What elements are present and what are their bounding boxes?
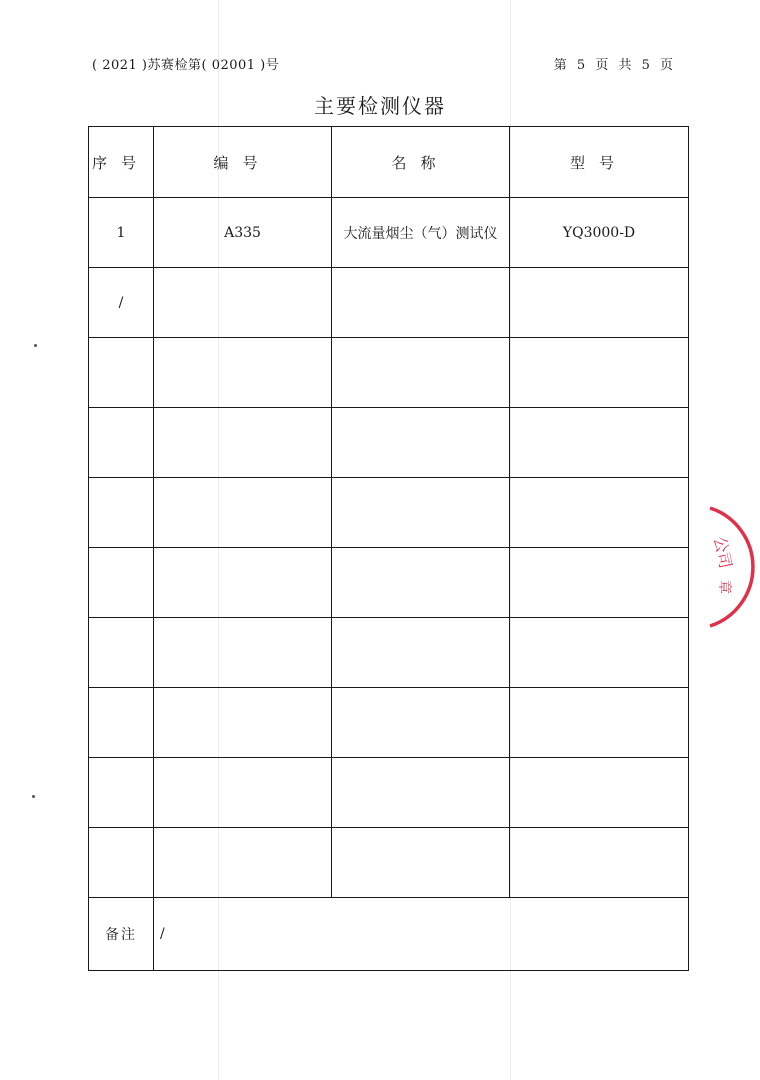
table-row bbox=[89, 338, 689, 408]
cell-name bbox=[332, 478, 510, 548]
scan-speck bbox=[32, 795, 35, 798]
cell-serial bbox=[89, 548, 154, 618]
cell-code bbox=[154, 548, 332, 618]
cell-name bbox=[332, 548, 510, 618]
remarks-row bbox=[89, 898, 689, 971]
cell-model bbox=[510, 408, 689, 478]
table-row bbox=[89, 688, 689, 758]
cell-serial bbox=[89, 338, 154, 408]
cell-model bbox=[510, 618, 689, 688]
cell-name bbox=[332, 828, 510, 898]
table-row bbox=[89, 758, 689, 828]
company-seal-stamp bbox=[700, 498, 760, 638]
cell-code: A335 bbox=[154, 198, 332, 268]
column-header-serial: 序号 bbox=[89, 127, 154, 198]
cell-name bbox=[332, 268, 510, 338]
column-header-name: 名称 bbox=[332, 127, 510, 198]
table-row bbox=[89, 268, 689, 338]
cell-code bbox=[154, 618, 332, 688]
cell-model bbox=[510, 268, 689, 338]
table-row bbox=[89, 478, 689, 548]
cell-name bbox=[332, 758, 510, 828]
cell-code bbox=[154, 478, 332, 548]
cell-serial bbox=[89, 828, 154, 898]
page-title: 主要检测仪器 bbox=[314, 94, 446, 118]
table-row bbox=[89, 408, 689, 478]
table-header-row bbox=[89, 127, 689, 198]
cell-model bbox=[510, 688, 689, 758]
scan-speck bbox=[34, 344, 37, 347]
cell-code bbox=[154, 408, 332, 478]
remarks-value: / bbox=[154, 898, 689, 971]
cell-model bbox=[510, 828, 689, 898]
column-header-code: 编号 bbox=[154, 127, 332, 198]
table-row bbox=[89, 198, 689, 268]
cell-serial bbox=[89, 758, 154, 828]
report-number: ( 2021 )苏赛检第( 02001 )号 bbox=[92, 58, 280, 73]
cell-name: 大流量烟尘（气）测试仪 bbox=[332, 198, 510, 268]
column-header-model: 型号 bbox=[510, 127, 689, 198]
cell-serial bbox=[89, 618, 154, 688]
cell-name bbox=[332, 618, 510, 688]
cell-serial bbox=[89, 478, 154, 548]
cell-code bbox=[154, 828, 332, 898]
table-row bbox=[89, 548, 689, 618]
cell-serial bbox=[89, 408, 154, 478]
cell-code bbox=[154, 758, 332, 828]
cell-code bbox=[154, 688, 332, 758]
seal-text: 章 bbox=[716, 580, 732, 594]
cell-name bbox=[332, 408, 510, 478]
cell-model bbox=[510, 548, 689, 618]
cell-code bbox=[154, 338, 332, 408]
cell-name bbox=[332, 688, 510, 758]
table-row bbox=[89, 618, 689, 688]
instrument-table bbox=[88, 126, 689, 971]
table-body bbox=[89, 198, 689, 898]
seal-text: 公司 bbox=[710, 534, 736, 571]
table-row bbox=[89, 828, 689, 898]
cell-model bbox=[510, 478, 689, 548]
page-info: 第 5 页 共 5 页 bbox=[553, 58, 674, 73]
remarks-label: 备注 bbox=[89, 898, 154, 971]
cell-name bbox=[332, 338, 510, 408]
cell-serial: / bbox=[89, 268, 154, 338]
cell-model bbox=[510, 758, 689, 828]
cell-serial bbox=[89, 688, 154, 758]
cell-model bbox=[510, 338, 689, 408]
cell-model: YQ3000-D bbox=[510, 198, 689, 268]
cell-code bbox=[154, 268, 332, 338]
cell-serial: 1 bbox=[89, 198, 154, 268]
